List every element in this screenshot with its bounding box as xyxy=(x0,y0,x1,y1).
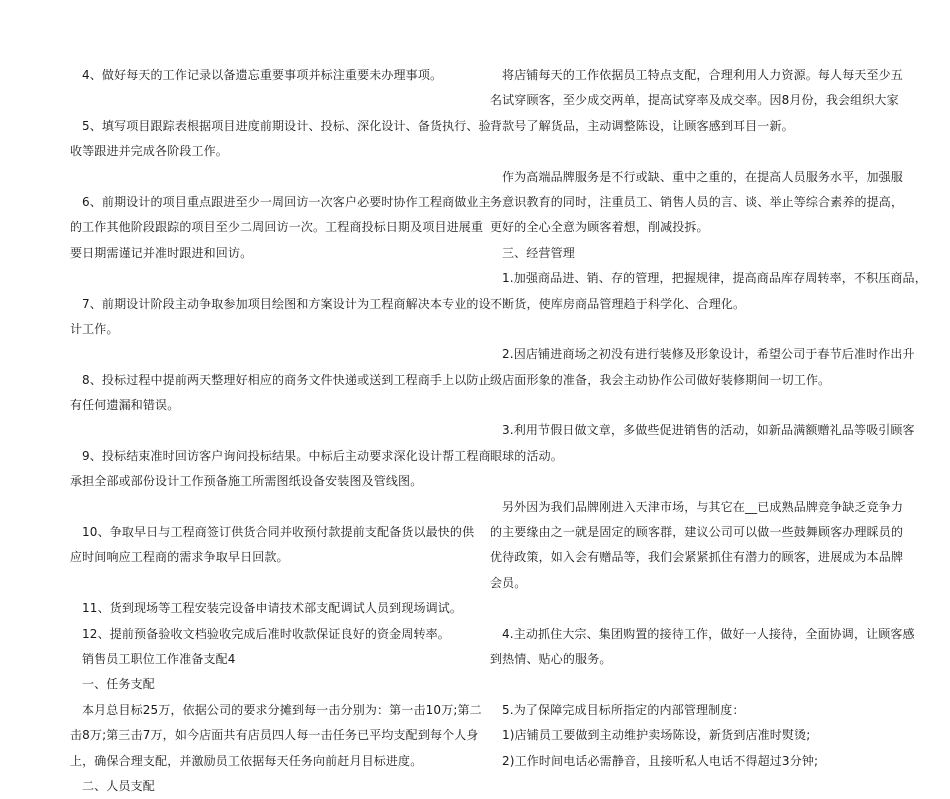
text-line: 更好的全心全意为顾客着想，削减投拆。 xyxy=(490,220,709,235)
text-line: 级店面形象的准备，我会主动协作公司做好装修期间一切工作。 xyxy=(490,372,831,387)
text-line: 二、人员支配 xyxy=(82,778,155,793)
text-line: 6、前期设计的项目重点跟进至少一周回访一次客户必要时协作工程商做业主 xyxy=(82,194,491,209)
text-line: 5、填写项目跟踪表根据项目进度前期设计、投标、深化设计、备货执行、验 xyxy=(82,118,491,133)
text-line: 11、货到现场等工程安装完设备申请技术部支配调试人员到现场调试。 xyxy=(82,601,463,616)
text-line: 应时间响应工程商的需求争取早日回款。 xyxy=(70,550,289,565)
text-line: 上，确保合理支配，并激励员工依据每天任务向前赶月目标进度。 xyxy=(70,753,423,768)
text-line: 务意识教育的同时，注重员工、销售人员的言、谈、举止等综合素养的提高， xyxy=(490,194,904,209)
paragraph-gap xyxy=(70,342,452,367)
text-line: 7、前期设计阶段主动争取参加项目绘图和方案设计为工程商解决本专业的设 xyxy=(82,296,491,311)
text-line: 背款号了解货品，主动调整陈设，让顾客感到耳目一新。 xyxy=(490,118,794,133)
text-line: 优待政策，如入会有赠品等，我们会紧紧抓住有潜力的顾客，进展成为本品牌 xyxy=(490,550,904,565)
paragraph-gap xyxy=(490,139,875,164)
text-line: 到热情、贴心的服务。 xyxy=(490,651,612,666)
text-line: 5.为了保障完成目标所指定的内部管理制度： xyxy=(502,702,745,717)
text-line: 2)工作时间电话必需静音，且接听私人电话不得超过3分钟; xyxy=(502,753,819,768)
text-line: 8、投标过程中提前两天整理好相应的商务文件快递或送到工程商手上以防止 xyxy=(82,372,491,387)
text-line: 不断货，使库房商品管理趋于科学化、合理化。 xyxy=(490,296,746,311)
text-line: 的工作其他阶段跟踪的项目至少二周回访一次。工程商投标日期及项目进展重 xyxy=(70,220,484,235)
text-line: 3.利用节假日做文章，多做些促进销售的活动，如新品满额赠礼品等吸引顾客 xyxy=(502,423,915,438)
text-line: 销售员工职位工作准备支配4 xyxy=(82,651,236,666)
text-line: 2.因店铺进商场之初没有进行装修及形象设计，希望公司于春节后准时作出升 xyxy=(502,347,915,362)
text-line: 1)店铺员工要做到主动维护卖场陈设，新货到店准时熨烫; xyxy=(502,728,811,743)
right-column xyxy=(490,63,927,774)
text-line: 本月总目标25万，依据公司的要求分摊到每一击分别为：第一击10万;第二 xyxy=(82,702,482,717)
text-line: 的主要缘由之一就是固定的顾客群，建议公司可以做一些鼓舞顾客办理睬员的 xyxy=(490,525,904,540)
paragraph-gap xyxy=(70,165,452,190)
paragraph-gap xyxy=(490,672,875,697)
text-line: 将店铺每天的工作依据员工特点支配，合理利用人力资源。每人每天至少五 xyxy=(502,68,903,82)
text-line: 击8万;第三击7万，如今店面共有店员四人每一击任务已平均支配到每个人身 xyxy=(70,728,479,743)
text-line: 1.加强商品进、销、存的管理，把握规律，提高商品库存周转率，不积压商品， xyxy=(502,271,927,286)
text-line: 收等跟进并完成各阶段工作。 xyxy=(70,144,228,159)
text-line: 三、经营管理 xyxy=(502,245,575,260)
text-line: 眼球的活动。 xyxy=(490,448,563,463)
paragraph-gap xyxy=(490,469,875,494)
paragraph-gap xyxy=(490,393,875,418)
paragraph-gap xyxy=(490,317,875,342)
text-line: 一、任务支配 xyxy=(82,677,155,692)
paragraph-gap xyxy=(70,88,452,113)
text-line: 10、争取早日与工程商签订供货合同并收预付款提前支配备货以最快的供 xyxy=(82,525,475,540)
text-line: 计工作。 xyxy=(70,321,119,336)
paragraph-gap xyxy=(490,596,875,621)
paragraph-gap xyxy=(70,571,452,596)
paragraph-gap xyxy=(70,418,452,443)
left-column xyxy=(70,63,491,799)
text-line: 要日期需谨记并准时跟进和回访。 xyxy=(70,245,253,260)
text-line: 会员。 xyxy=(490,575,527,590)
text-line: 另外因为我们品牌刚进入天津市场，与其它在__已成熟品牌竞争缺乏竞争力 xyxy=(502,499,904,514)
text-line: 名试穿顾客，至少成交两单，提高试穿率及成交率。因8月份，我会组织大家 xyxy=(490,93,899,108)
text-line: 有任何遗漏和错误。 xyxy=(70,398,180,413)
paragraph-gap xyxy=(70,266,452,291)
text-line: 12、提前预备验收文档验收完成后准时收款保证良好的资金周转率。 xyxy=(82,626,450,641)
paragraph-gap xyxy=(70,495,452,520)
text-line: 4.主动抓住大宗、集团购置的接待工作，做好一人接待，全面协调，让顾客感 xyxy=(502,626,915,641)
text-line: 9、投标结束准时回访客户询问投标结果。中标后主动要求深化设计帮工程商 xyxy=(82,448,491,463)
text-line: 作为高端品牌服务是不行或缺、重中之重的，在提高人员服务水平，加强服 xyxy=(502,169,903,184)
text-line: 承担全部或部份设计工作预备施工所需图纸设备安装图及管线图。 xyxy=(70,474,423,489)
text-line: 4、做好每天的工作记录以备遗忘重要事项并标注重要未办理事项。 xyxy=(82,68,443,82)
